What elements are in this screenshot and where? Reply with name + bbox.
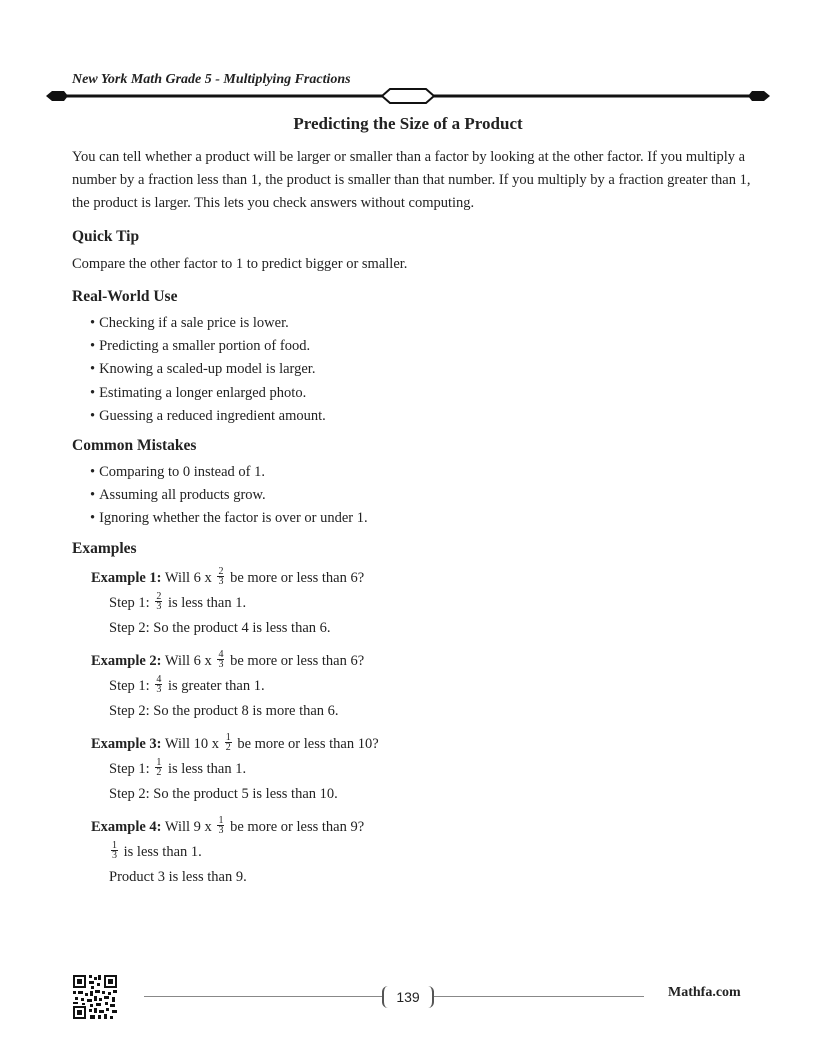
examples-heading: Examples [72,539,137,557]
example-step-2: Step 2: So the product 8 is more than 6. [109,702,339,719]
fraction-denominator: 3 [218,658,224,670]
question-prefix: Will 6 x [164,652,212,669]
step-text: is less than 1. [167,594,247,611]
example-4 [72,814,752,890]
question-suffix: be more or less than 9? [230,818,365,835]
fraction [217,567,224,586]
list-item: • Guessing a reduced ingredient amount. [90,405,752,428]
question-prefix: Will 6 x [164,569,212,586]
example-label: Example 3: [91,735,162,752]
example-3 [72,731,752,807]
example-step-2: Step 2: So the product 4 is less than 6. [109,619,331,636]
quick-tip-heading: Quick Tip [72,228,140,245]
fraction-numerator: 1 [218,814,224,826]
list-item: • Estimating a longer enlarged photo. [90,382,752,405]
page-number: 139 [382,986,434,1008]
fraction-numerator: 2 [218,565,224,577]
real-world-list [72,312,752,428]
fraction [155,592,162,611]
example-question [91,731,752,757]
fraction-numerator: 4 [156,673,162,685]
example-label: Example 1: [91,569,162,586]
list-item: • Ignoring whether the factor is over or under 1. [90,507,752,530]
example-2 [72,648,752,724]
fraction [217,650,224,669]
example-question [91,565,752,591]
question-suffix: be more or less than 6? [230,652,365,669]
example-label: Example 4: [91,818,162,835]
step-prefix: Step 1: [109,594,150,611]
fraction [155,675,162,694]
fraction-denominator: 2 [225,741,231,753]
intro-paragraph: You can tell whether a product will be larger or smaller than a factor by looking at the other factor. If you multiply a number by a fraction less than 1, the product is smaller than that number. If you multiply by a fraction greater than 1, the product is larger. This lets you check answers without computing. [72,149,751,211]
main-content [72,146,752,890]
example-question [91,814,752,840]
fraction-numerator: 1 [225,731,231,743]
fraction-numerator: 1 [156,756,162,768]
example-step-2: Product 3 is less than 9. [109,868,247,885]
fraction-denominator: 3 [156,683,162,695]
question-suffix: be more or less than 10? [237,735,379,752]
list-item: • Checking if a sale price is lower. [90,312,752,335]
fraction [217,816,224,835]
qr-code-icon [72,974,118,1020]
fraction-denominator: 3 [218,575,224,587]
list-item: • Predicting a smaller portion of food. [90,335,752,358]
fraction [111,841,118,860]
question-prefix: Will 9 x [164,818,212,835]
question-prefix: Will 10 x [164,735,220,752]
real-world-heading: Real-World Use [72,288,178,305]
step-prefix: Step 1: [109,677,150,694]
footer-divider [144,996,382,997]
example-step-1 [109,840,752,865]
common-mistakes-heading: Common Mistakes [72,437,197,455]
fraction-denominator: 3 [112,849,117,861]
example-step-2: Step 2: So the product 5 is less than 10. [109,785,338,802]
header-title: New York Math Grade 5 - Multiplying Fractions [72,72,351,87]
fraction [225,733,232,752]
header-ornament-rule [44,86,772,106]
step-text: is less than 1. [123,843,202,860]
example-question [91,648,752,674]
fraction-numerator: 4 [218,648,224,660]
example-1 [72,565,752,641]
fraction [155,758,162,777]
quick-tip-text: Compare the other factor to 1 to predict bigger or smaller. [72,256,408,272]
question-suffix: be more or less than 6? [230,569,365,586]
example-step-1 [109,757,752,782]
footer-divider [434,996,644,997]
list-item: • Comparing to 0 instead of 1. [90,461,752,484]
common-mistakes-list [72,461,752,531]
example-step-1 [109,674,752,699]
step-text: is greater than 1. [167,677,265,694]
fraction-denominator: 2 [156,766,162,778]
fraction-numerator: 2 [156,590,162,602]
example-step-1 [109,591,752,616]
fraction-numerator: 1 [112,839,117,851]
footer-site-name: Mathfa.com [668,985,741,1000]
fraction-denominator: 3 [218,824,224,836]
example-label: Example 2: [91,652,162,669]
list-item: • Assuming all products grow. [90,484,752,507]
page-title: Predicting the Size of a Product [293,114,523,133]
list-item: • Knowing a scaled-up model is larger. [90,358,752,381]
fraction-denominator: 3 [156,600,162,612]
step-prefix: Step 1: [109,760,150,777]
step-text: is less than 1. [167,760,247,777]
